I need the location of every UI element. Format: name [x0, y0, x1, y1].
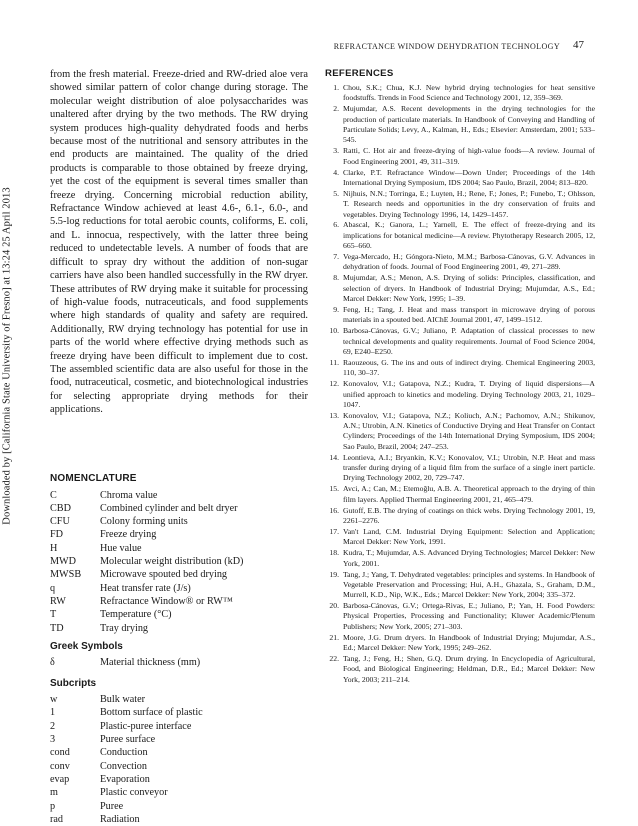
nomenclature-symbol: C [50, 489, 57, 501]
subscript-symbol: m [50, 787, 58, 799]
reference-number: 5. [333, 188, 339, 198]
subscript-definition: Conduction [100, 747, 148, 759]
nomenclature-symbol: FD [50, 529, 64, 541]
subscript-symbol: p [50, 800, 56, 812]
subscript-symbol: 1 [50, 707, 56, 719]
reference-number: 8. [333, 273, 339, 283]
nomenclature-row [50, 502, 308, 515]
references-heading: REFERENCES [325, 68, 394, 79]
reference-number: 1. [333, 83, 339, 92]
subscript-definition: Evaporation [100, 773, 150, 785]
nomenclature-definition: Refractance Window® or RW™ [100, 595, 233, 607]
nomenclature-definition: Temperature (°C) [100, 609, 172, 621]
reference-number: 20. [329, 601, 339, 611]
reference-number: 4. [333, 167, 339, 177]
nomenclature-definition: Tray drying [100, 622, 149, 634]
reference-text: Kudra, T.; Mujumdar, A.S. Advanced Drying Technologies; Marcel Dekker: New York, 2001. [343, 548, 595, 568]
reference-number: 9. [333, 304, 339, 314]
subscript-symbol: cond [50, 747, 70, 759]
reference-item [325, 379, 595, 410]
subscript-definition: Radiation [100, 813, 140, 825]
nomenclature-definition: Colony forming units [100, 516, 188, 528]
nomenclature-symbol: RW [50, 595, 66, 607]
reference-item [325, 252, 595, 273]
subscript-row [50, 746, 308, 759]
reference-item [325, 654, 595, 685]
right-column [325, 68, 595, 686]
subscripts-list [50, 693, 308, 826]
nomenclature-row [50, 582, 308, 595]
reference-text: Avci, A.; Can, M.; Etemoğlu, A.B. A. Theoretical approach to the drying of thin film layers. Applied Thermal Engineering 2001, 21, 465–479. [343, 484, 595, 504]
reference-item [325, 104, 595, 145]
reference-text: Raouzeous, G. The ins and outs of indirect drying. Chemical Engineering 2003, 110, 30–37. [343, 357, 595, 378]
reference-text: Barbosa-Cánovas, G.V.; Ortega-Rivas, E.; Juliano, P.; Yan, H. Food Powders: Physical Properties, Processing and Functionality; Kluwer Academic/Plenum Publishers; New York, 2005; 271–303. [343, 601, 595, 631]
reference-number: 3. [333, 146, 339, 156]
reference-item [325, 358, 595, 379]
reference-text: Feng, H.; Tang, J. Heat and mass transport in microwave drying of porous materials in a spouted bed. AIChE Journal 2001, 47, 1499–1512. [343, 304, 595, 325]
reference-text: Mujumdar, A.S.; Menon, A.S. Drying of solids: Principles, classification, and selection of dryers. In Handbook of Industrial Drying; Mujumdar, A.S., Ed.; Marcel Dekker: New York, 1995; 1–39. [343, 273, 595, 304]
subscript-row [50, 813, 308, 826]
reference-number: 21. [329, 632, 339, 642]
subscript-definition: Puree surface [100, 734, 156, 746]
left-column [50, 68, 308, 826]
reference-number: 12. [329, 379, 339, 389]
subscript-row [50, 706, 308, 719]
reference-item [325, 273, 595, 304]
greek-symbol-row [50, 656, 308, 669]
subscript-definition: Bottom surface of plastic [100, 707, 203, 719]
reference-item [325, 168, 595, 189]
subscript-definition: Bulk water [100, 694, 145, 706]
subscript-definition: Puree [100, 800, 124, 812]
reference-text: Nijhuis, N.N.; Torringa, E.; Luyten, H.; Rene, F.; Jones, P.; Funebo, T.; Ohlsson, T. Research needs and opportunities in the dry conservation of fruits and vegetables. Drying Technology 1996, 14, 1429–1457. [343, 188, 595, 219]
references-list [325, 83, 595, 685]
reference-text: Ratti, C. Hot air and freeze-drying of high-value foods—A review. Journal of Food Engineering 2001, 49, 311–319. [343, 146, 595, 166]
nomenclature-symbol: q [50, 582, 56, 594]
reference-item [325, 189, 595, 220]
reference-item [325, 411, 595, 452]
reference-number: 16. [329, 505, 339, 515]
reference-text: Vega-Mercado, H.; Góngora-Nieto, M.M.; Barbosa-Cánovas, G.V. Advances in dehydration of foods. Journal of Food Engineering 2001, 49, 271–289. [343, 252, 595, 272]
nomenclature-definition: Chroma value [100, 489, 158, 501]
nomenclature-row [50, 515, 308, 528]
nomenclature-definition: Freeze drying [100, 529, 157, 541]
download-watermark [0, 56, 14, 656]
nomenclature-row [50, 528, 308, 541]
nomenclature-symbol: CFU [50, 516, 70, 528]
download-watermark-text: Downloaded by [California State University of Fresno] at 13:24 25 April 2013 [1, 187, 13, 525]
reference-number: 2. [333, 104, 339, 114]
reference-item [325, 548, 595, 569]
subscripts-heading: Subcripts [50, 678, 97, 690]
nomenclature-list [50, 489, 308, 635]
reference-item [325, 326, 595, 357]
reference-text: Moore, J.G. Drum dryers. In Handbook of Industrial Drying; Mujumdar, A.S., Ed.; Marcel Dekker: New York, 1995; 249–262. [343, 632, 595, 653]
greek-symbol: δ [50, 656, 55, 668]
nomenclature-definition: Microwave spouted bed drying [100, 569, 228, 581]
reference-text: Konovalov, V.I.; Gatapova, N.Z.; Koliuch, A.N.; Pachomov, A.N.; Shikunov, A.N.; Utrobin, A.N. Kinetics of Conductive Drying and Heat Transfer on Contact Cylinders; Proceedings of the 14th International Drying Symposium, IDS 2004; Sao Paulo, Brazil, 2004; 247–253. [343, 410, 595, 451]
reference-text: Mujumdar, A.S. Recent developments in the drying technologies for the production of particulate materials. In Handbook of Conveying and Handling of Particulate Solids; Levy, A., Kalman, H., Eds.; Elsevier: Amsterdam, 2001; 533–545. [343, 104, 595, 145]
nomenclature-definition: Hue value [100, 542, 142, 554]
reference-text: Chou, S.K.; Chua, K.J. New hybrid drying technologies for heat sensitive foodstuffs. Trends in Food Science and Technology 2001, 12, 359–369. [343, 83, 595, 103]
subscript-definition: Plastic-puree interface [100, 720, 192, 732]
subscript-row [50, 760, 308, 773]
reference-text: Abascal, K.; Ganora, L.; Yarnell, E. The effect of freeze-drying and its implications for botanical medicine—A review. Phytotherapy Research 2005, 12, 665–660. [343, 220, 595, 251]
reference-text: Barbosa-Cánovas, G.V.; Juliano, P. Adaptation of classical processes to new technical developments and quality requirements. Journal of Food Science 2004, 69, E240–E250. [343, 326, 595, 356]
reference-text: Clarke, P.T. Refractance Window—Down Under; Proceedings of the 14th International Drying Symposium, IDS 2004; Sao Paulo, Brazil, 2004; 813–820. [343, 167, 595, 187]
reference-number: 13. [329, 410, 339, 420]
subscript-symbol: conv [50, 760, 70, 772]
reference-item [325, 453, 595, 484]
subscript-row [50, 720, 308, 733]
subscript-definition: Plastic conveyor [100, 787, 168, 799]
subscript-symbol: w [50, 694, 58, 706]
nomenclature-heading: NOMENCLATURE [50, 472, 137, 484]
nomenclature-symbol: MWD [50, 556, 77, 568]
reference-number: 11. [329, 357, 339, 367]
nomenclature-definition: Combined cylinder and belt dryer [100, 502, 238, 514]
reference-item [325, 601, 595, 632]
reference-text: Leontieva, A.I.; Bryankin, K.V.; Konovalov, V.I.; Utrobin, N.P. Heat and mass transfer during drying of a liquid film from the surface of a single inert particle. Drying Technology 2002, 20, 729–747. [343, 452, 595, 483]
subscript-row [50, 733, 308, 746]
reference-number: 10. [329, 326, 339, 336]
subscript-definition: Convection [100, 760, 147, 772]
reference-item [325, 83, 595, 104]
reference-item [325, 220, 595, 251]
nomenclature-row [50, 622, 308, 635]
running-head: REFRACTANCE WINDOW DEHYDRATION TECHNOLOGY [333, 42, 560, 51]
reference-item [325, 305, 595, 326]
nomenclature-row [50, 568, 308, 581]
nomenclature-row [50, 489, 308, 502]
reference-item [325, 527, 595, 548]
reference-text: Tang, J.; Yang, T. Dehydrated vegetables: principles and systems. In Handbook of Vegetable Preservation and Processing; Hui, A.H., Ghazala, S., Graham, D.M., Murrell, K.D., Nip, W.K., Eds.; Marcel Dekker: New York, 2004; 335–372. [343, 569, 595, 600]
reference-text: Tang, J.; Feng, H.; Shen, G.Q. Drum drying. In Encyclopedia of Agricultural, Food, and Biological Engineering; Heldman, D.R., Ed.; Marcel Dekker: New York, 2003; 211–214. [343, 654, 595, 684]
subscript-symbol: 2 [50, 720, 56, 732]
greek-symbols-heading: Greek Symbols [50, 640, 123, 652]
nomenclature-row [50, 595, 308, 608]
reference-item [325, 506, 595, 527]
nomenclature-symbol: H [50, 542, 58, 554]
reference-text: Konovalov, V.I.; Gatapova, N.Z.; Kudra, T. Drying of liquid dispersions—A unified approach to kinetics and modeling. Drying Technology 2003, 21, 1029–1047. [343, 379, 595, 409]
subscript-row [50, 800, 308, 813]
reference-item [325, 633, 595, 654]
reference-number: 15. [329, 484, 339, 494]
reference-number: 17. [329, 526, 339, 536]
reference-item [325, 484, 595, 505]
nomenclature-row [50, 608, 308, 621]
reference-item [325, 570, 595, 601]
reference-number: 7. [333, 252, 339, 262]
nomenclature-symbol: TD [50, 622, 64, 634]
page-number: 47 [573, 39, 584, 51]
subscript-symbol: 3 [50, 734, 56, 746]
reference-number: 22. [329, 654, 339, 664]
reference-text: Van't Land, C.M. Industrial Drying Equipment: Selection and Application; Marcel Dekker: New York, 1991. [343, 526, 595, 547]
nomenclature-definition: Molecular weight distribution (kD) [100, 556, 244, 568]
subscript-row [50, 693, 308, 706]
body-paragraph: from the fresh material. Freeze-dried and RW-dried aloe vera showed similar pattern of color change during storage. The molecular weight distribution of aloe polysaccharides was unaltered after drying by the two methods. The RW drying system produces high-quality dehydrated foods and herbs because most of the nutritional and sensory attributes in the end products are maintained. The quality of the dried products is comparable to those obtained by freeze drying, yet the cost of the equipment is several times smaller than freeze drying. Concerning microbial reduction ability, Refractance Window achieved at least 4.6-, 6.1-, 6.0-, and 5.5-log reductions for total aerobic counts, coliforms, E. coli, and L. innocua, respectively, with the latter three being reduced to undetectable levels. A number of foods that are difficult to spray dry without the addition of non-sugar carriers have also been handled successfully in the RW dryer. These attributes of RW drying make it suitable for processing of high-value foods, nutraceuticals, and food supplements where high standards of quality and safety are required. Additionally, RW drying technology has potential for use in parts of the world where effective drying methods such as freeze drying have been difficult to implement due to cost. The assembled scientific data are also useful for those in the food, nutraceutical, cosmetic, and biotechnological industries for selecting appropriate drying methods for their applications. [50, 69, 308, 416]
nomenclature-symbol: T [50, 609, 57, 621]
nomenclature-row [50, 542, 308, 555]
nomenclature-symbol: MWSB [50, 569, 82, 581]
subscript-symbol: rad [50, 813, 64, 825]
greek-definition: Material thickness (mm) [100, 656, 201, 668]
reference-number: 6. [333, 220, 339, 230]
reference-number: 18. [329, 548, 339, 558]
subscript-symbol: evap [50, 773, 70, 785]
reference-item [325, 146, 595, 167]
nomenclature-row [50, 555, 308, 568]
greek-symbols-list [50, 656, 308, 669]
reference-number: 14. [329, 452, 339, 462]
subscript-row [50, 786, 308, 799]
nomenclature-definition: Heat transfer rate (J/s) [100, 582, 191, 594]
reference-text: Gutoff, E.B. The drying of coatings on thick webs. Drying Technology 2001, 19, 2261–2276. [343, 505, 595, 525]
subscript-row [50, 773, 308, 786]
reference-number: 19. [329, 569, 339, 579]
nomenclature-symbol: CBD [50, 502, 71, 514]
